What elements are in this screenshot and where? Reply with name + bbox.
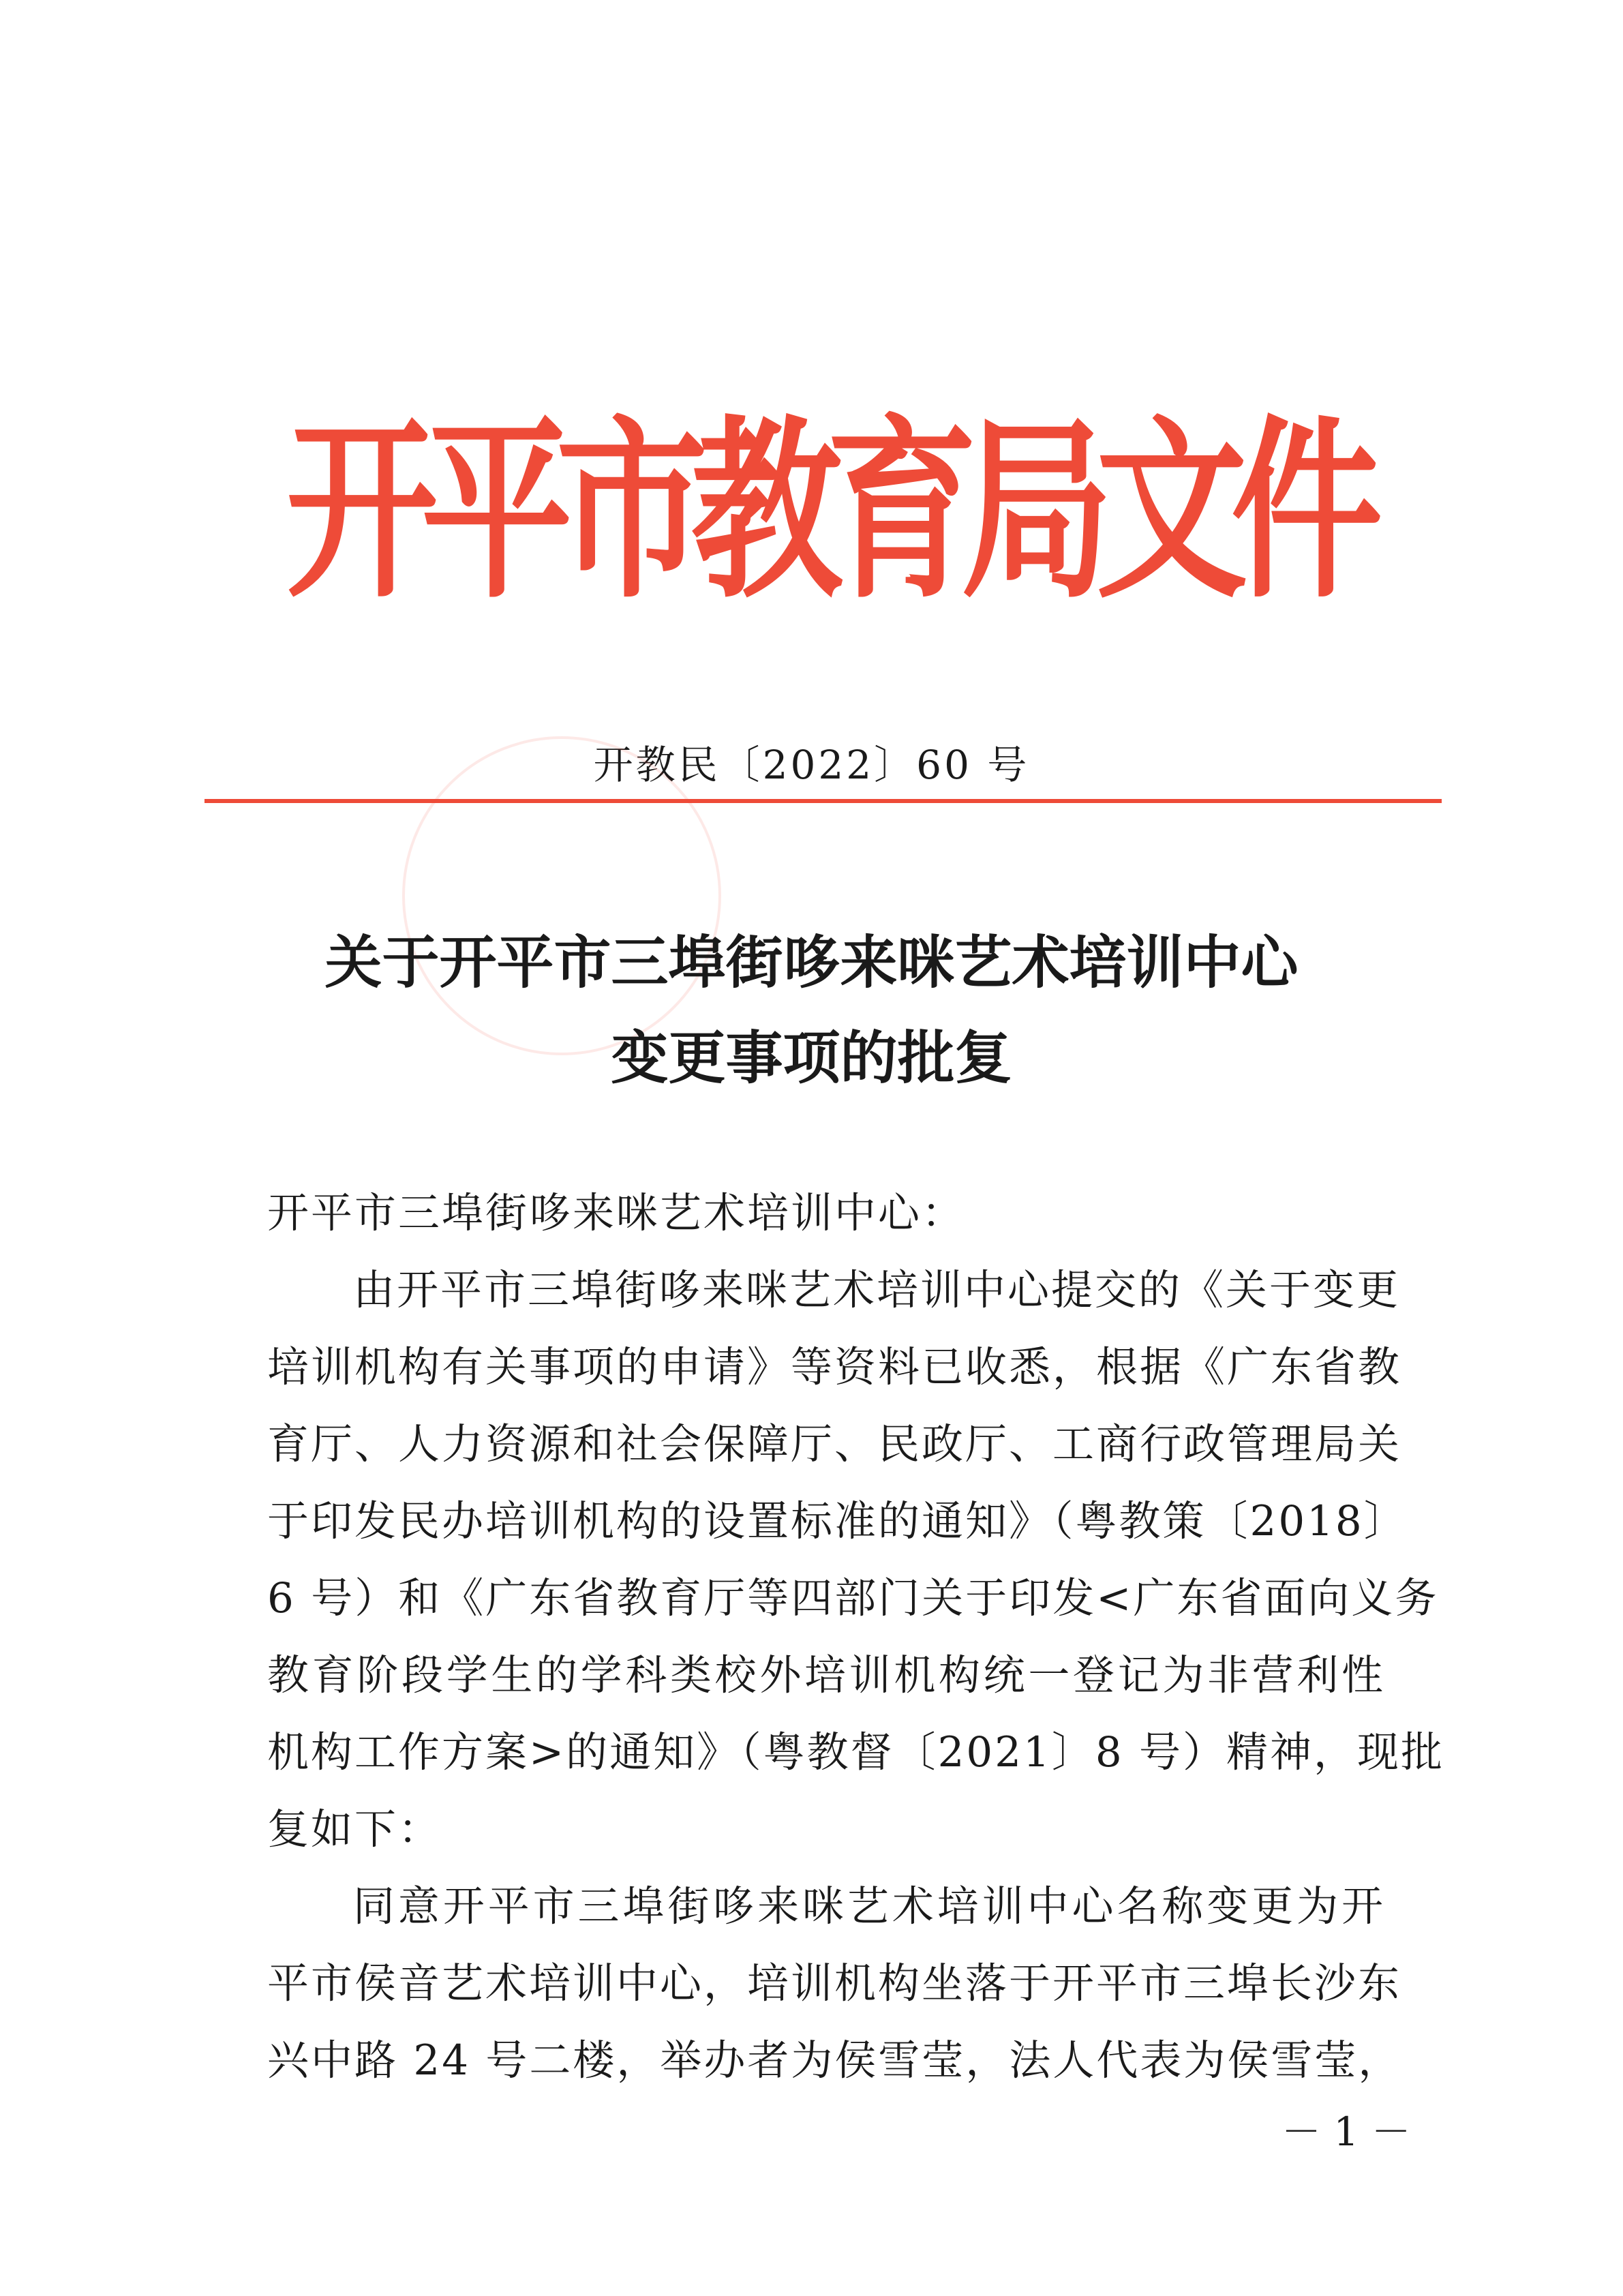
body-line: 由开平市三埠街哆来咪艺术培训中心提交的《关于变更 (353, 1266, 1401, 1314)
body-line: 教育阶段学生的学科类校外培训机构统一登记为非营利性 (267, 1651, 1385, 1700)
issuer-header-title: 开平市教育局文件 (286, 397, 1366, 625)
body-line: 兴中路 24 号二楼，举办者为侯雪莹，法人代表为侯雪莹， (267, 2036, 1402, 2085)
body-line: 培训机构有关事项的申请》等资料已收悉，根据《广东省教 (267, 1343, 1402, 1391)
body-line: 同意开平市三埠街哆来咪艺术培训中心名称变更为开 (353, 1882, 1385, 1931)
body-line: 6 号）和《广东省教育厅等四部门关于印发<广东省面向义务 (267, 1574, 1439, 1622)
document-title-line-2: 变更事项的批复 (611, 1024, 1012, 1091)
red-separator-line (204, 799, 1442, 803)
faint-seal-stamp (402, 736, 721, 1055)
body-line: 于印发民办培训机构的设置标准的通知》（粤教策〔2018〕 (267, 1497, 1408, 1545)
document-number: 开教民〔2022〕60 号 (593, 742, 1030, 788)
salutation: 开平市三埠街哆来咪艺术培训中心： (267, 1189, 966, 1237)
body-line: 复如下： (267, 1805, 442, 1854)
body-line: 平市侯音艺术培训中心，培训机构坐落于开平市三埠长沙东 (267, 1959, 1402, 2008)
body-line: 育厅、人力资源和社会保障厅、民政厅、工商行政管理局关 (267, 1420, 1402, 1468)
page-number: － 1 － (1281, 2109, 1411, 2155)
body-line: 机构工作方案>的通知》（粤教督〔2021〕8 号）精神，现批 (267, 1728, 1445, 1777)
document-title-line-1: 关于开平市三埠街哆来咪艺术培训中心 (324, 928, 1299, 996)
